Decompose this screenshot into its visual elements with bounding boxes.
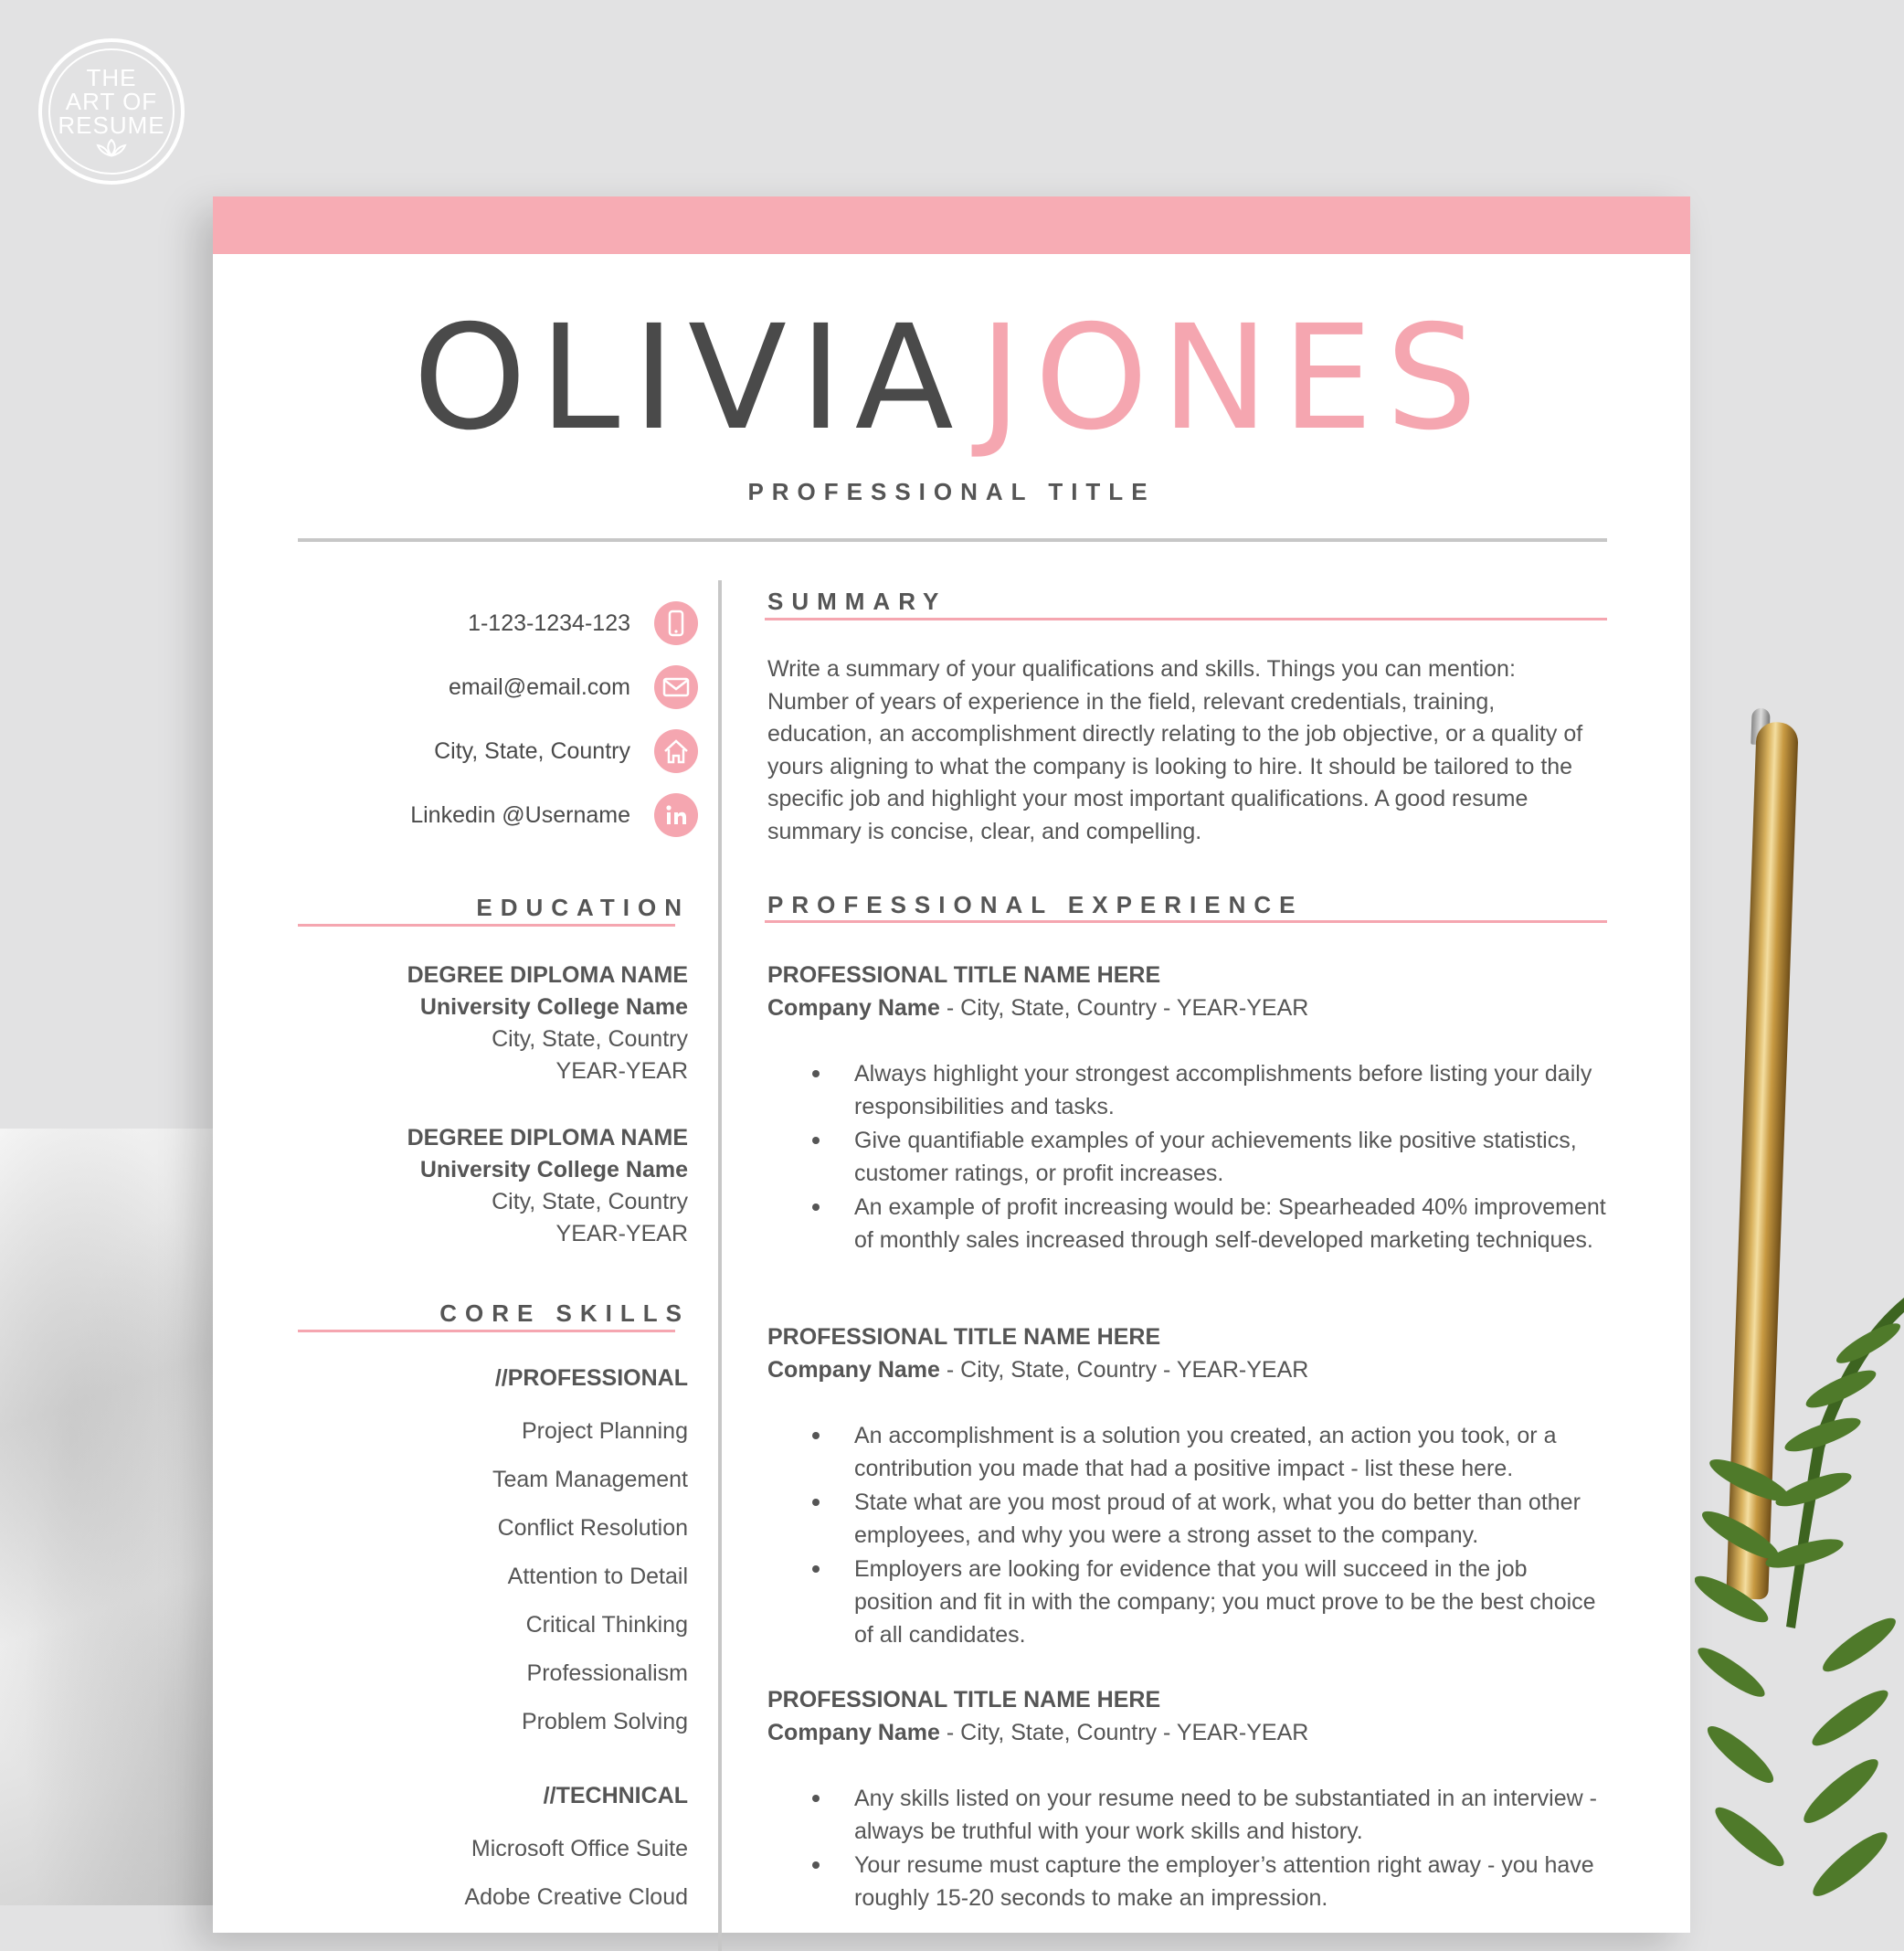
phone-text: 1-123-1234-123 — [468, 610, 630, 636]
contact-phone — [410, 591, 698, 655]
skills-heading: CORE SKILLS — [439, 1299, 690, 1327]
summary-heading: SUMMARY — [767, 588, 947, 615]
linkedin-icon — [654, 793, 698, 837]
skill-item: Project Planning — [521, 1418, 688, 1444]
school-name: University College Name — [419, 994, 688, 1020]
school-location: City, State, Country — [492, 1026, 688, 1052]
logo-line-1: THE — [86, 64, 137, 91]
job-bullet: An example of profit increasing would be: Spearheaded 40% improvement of monthly sales increased through self-developed marketing techniques. — [854, 1191, 1608, 1256]
contact-email — [410, 655, 698, 719]
professional-title: PROFESSIONAL TITLE — [747, 478, 1156, 505]
email-icon — [654, 665, 698, 709]
job-bullet: Give quantifiable examples of your achievements like positive statistics, customer ratings, or profit increases. — [854, 1124, 1608, 1190]
header-divider — [298, 538, 1607, 542]
first-name: OLIVIA — [412, 294, 967, 462]
job-company-line — [767, 1353, 1608, 1386]
accent-top-bar — [213, 196, 1690, 254]
skill-item: Team Management — [492, 1467, 688, 1492]
candidate-name — [213, 294, 1690, 462]
job-company-line — [767, 1716, 1608, 1749]
skill-item: Professionalism — [526, 1660, 688, 1686]
last-name: JONES — [978, 294, 1491, 462]
job-bullet: Always highlight your strongest accomplishments before listing your daily responsibilities and tasks. — [854, 1057, 1608, 1123]
skills-rule — [298, 1330, 675, 1332]
marble-surface — [0, 1129, 238, 1905]
email-text: email@email.com — [448, 673, 630, 700]
job-details: - City, State, Country - YEAR-YEAR — [939, 1720, 1309, 1745]
contact-list — [410, 591, 698, 847]
education-entry — [407, 1122, 688, 1250]
job-title: PROFESSIONAL TITLE NAME HERE — [767, 1687, 1161, 1712]
company-name: Company Name — [767, 1720, 940, 1745]
school-location: City, State, Country — [492, 1189, 688, 1214]
home-icon — [654, 729, 698, 773]
address-text: City, State, Country — [434, 737, 630, 764]
skill-item: Microsoft Office Suite — [471, 1836, 688, 1861]
job-details: - City, State, Country - YEAR-YEAR — [939, 1357, 1309, 1383]
job-title: PROFESSIONAL TITLE NAME HERE — [767, 962, 1161, 988]
skills-category-technical: //TECHNICAL — [543, 1783, 688, 1808]
brand-logo — [38, 38, 185, 185]
phone-icon — [654, 601, 698, 645]
skill-item: Conflict Resolution — [497, 1515, 688, 1541]
job-bullets — [767, 1057, 1608, 1256]
skill-item: Problem Solving — [521, 1709, 688, 1734]
degree-name: DEGREE DIPLOMA NAME — [407, 962, 688, 988]
logo-line-3: RESUME — [58, 111, 165, 139]
school-years: YEAR-YEAR — [555, 1221, 688, 1246]
job-entry — [767, 1320, 1608, 1652]
skill-item: Critical Thinking — [525, 1612, 688, 1638]
education-rule — [298, 924, 675, 927]
logo-line-2: ART OF — [65, 88, 158, 115]
degree-name: DEGREE DIPLOMA NAME — [407, 1125, 688, 1150]
company-name: Company Name — [767, 995, 940, 1021]
fern-leaves — [1695, 1261, 1904, 1905]
summary-rule — [765, 618, 1607, 620]
job-bullets — [767, 1782, 1608, 1914]
job-entry — [767, 1683, 1608, 1915]
linkedin-text: Linkedin @Username — [410, 801, 630, 828]
contact-linkedin — [410, 783, 698, 847]
column-divider — [718, 580, 722, 1951]
job-title: PROFESSIONAL TITLE NAME HERE — [767, 1324, 1161, 1350]
job-bullet: Any skills listed on your resume need to be substantiated in an interview - always be truthful with your work skills and history. — [854, 1782, 1608, 1848]
company-name: Company Name — [767, 1357, 940, 1383]
contact-address — [410, 719, 698, 783]
resume-page — [213, 196, 1690, 1933]
skills-category-professional: //PROFESSIONAL — [494, 1365, 688, 1391]
school-years: YEAR-YEAR — [555, 1058, 688, 1084]
job-entry — [767, 959, 1608, 1257]
job-details: - City, State, Country - YEAR-YEAR — [939, 995, 1309, 1021]
skill-item: Adobe Creative Cloud — [464, 1884, 688, 1910]
job-company-line — [767, 991, 1608, 1024]
job-bullet: An accomplishment is a solution you created, an action you took, or a contribution you made that had a positive impact - list these here. — [854, 1419, 1608, 1485]
experience-rule — [765, 920, 1607, 923]
education-heading: EDUCATION — [476, 894, 690, 921]
job-bullet: State what are you most proud of at work, what you do better than other employees, and why you were a strong asset to the company. — [854, 1486, 1608, 1552]
skills-list — [464, 1362, 688, 1922]
education-entry — [407, 960, 688, 1087]
job-bullet: Employers are looking for evidence that you will succeed in the job position and fit in with the company; you muct prove to be the best choice of all candidates. — [854, 1553, 1608, 1651]
school-name: University College Name — [419, 1157, 688, 1182]
job-bullet: Your resume must capture the employer’s attention right away - you have roughly 15-20 seconds to make an impression. — [854, 1849, 1608, 1914]
experience-heading: PROFESSIONAL EXPERIENCE — [767, 891, 1304, 918]
skill-item: Attention to Detail — [507, 1564, 688, 1589]
job-bullets — [767, 1419, 1608, 1651]
summary-text: Write a summary of your qualifications and skills. Things you can mention: Number of years of experience in the field, relevant credentials, training, education, an accomplishment directly relating to the job objective, or a quality of yours aligning to what the company is looking to hire. It should be tailored to the specific job and highlight your most important qualifications. A good resume summary is concise, clear, and compelling. — [767, 656, 1583, 844]
